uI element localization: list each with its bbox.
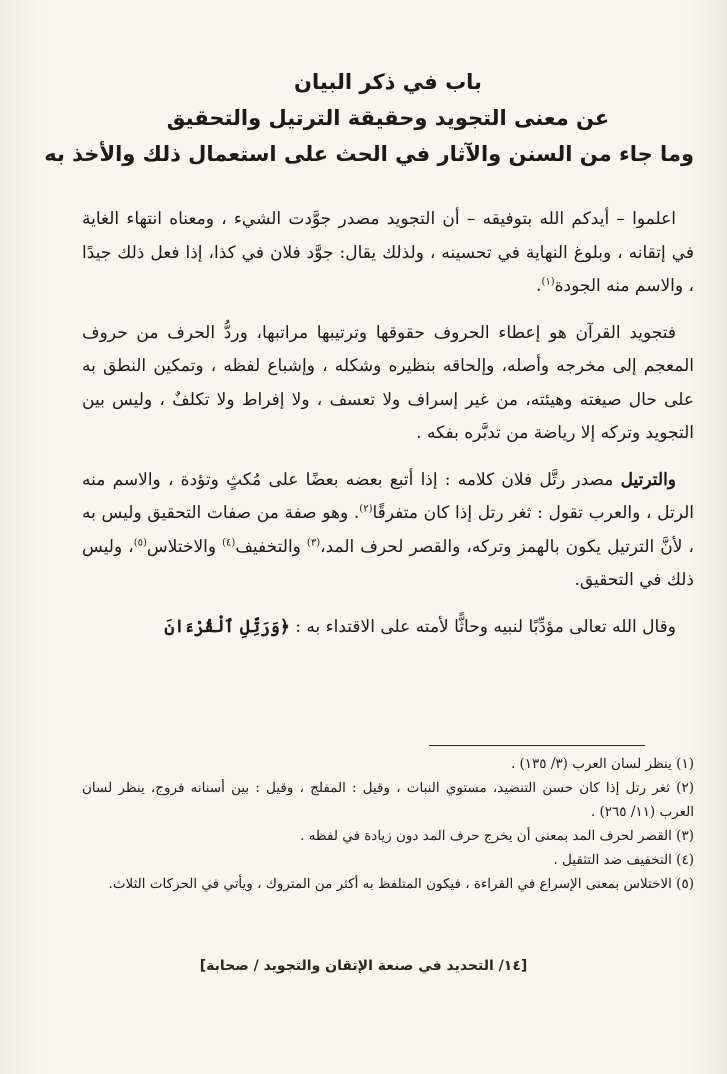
footnote-2: (٢) ثغر رتل إذا كان حسن التنضيد، مستوي النبات ، وقيل : المفلج ، وقيل : بين أسنانه فروج، ينظر لسان العرب (١١/ ٢٦٥) . — [82, 780, 694, 820]
paragraph-text: والتخفيف — [235, 536, 307, 557]
paragraph-tajweed-quran: فتجويد القرآن هو إعطاء الحروف حقوقها وترتيبها مراتبها، وردُّ الحرف من حروف المعجم إلى مخرجه وأصله، وإلحاقه بنظيره وشكله ، وإشباع لفظه ، وتمكين النطق به على حال صيغته وهيئته، من غير إسراف ولا تعسف ، ولا إفراط ولا تكلفٌ ، وليس بين التجويد وتركه إلا رياضة من تدبَّره بفكه . — [82, 322, 694, 443]
footnote-divider — [429, 745, 645, 746]
paragraph-text: . وهو صفة من صفات التحقيق وليس به ، لأنَّ الترتيل يكون بالهمز وتركه، والقصر لحرف المد، — [82, 503, 694, 557]
footnote-ref: (٥) — [133, 536, 147, 548]
paragraph-text: مصدر رتَّل فلان كلامه : إذا أتبع بعضه بعضًا على مُكثٍ وتؤدة ، والاسم منه الرتل ، والعرب تقول : ثغر رتل إذا كان متفرقًا — [82, 469, 694, 523]
paragraph-text: وقال الله تعالى مؤدِّبًا لنبيه وحاثًّا لأمته على الاقتداء به : — [295, 616, 676, 637]
heading-line-1: باب في ذكر البيان — [294, 70, 482, 94]
footnote-5: (٥) الاختلاس بمعنى الإسراع في القراءة ، فيكون المتلفظ به أكثر من المتروك ، ويأتي في الحركات الثلاث. — [108, 876, 694, 892]
page-footer: [١٤/ التحديد في صنعة الإتقان والتجويد / صحابة] — [199, 958, 528, 974]
paragraph-text: ، وليس ذلك في التحقيق. — [82, 536, 694, 590]
footnote-4: (٤) التخفيف ضد التثقيل . — [553, 852, 694, 868]
paragraph-tajweed-definition — [82, 203, 694, 304]
footnote-ref: (١) — [541, 276, 555, 288]
footnote-ref: (٢) — [359, 503, 373, 515]
heading-line-2: عن معنى التجويد وحقيقة الترتيل والتحقيق — [166, 106, 610, 130]
quran-quote: ﴿وَرَتِّلِ ٱلْقُرْءَانَ — [164, 616, 290, 637]
paragraph-text: والاختلاس — [146, 536, 223, 557]
paragraph-tarteel — [82, 464, 694, 598]
paragraph-quran-verse — [82, 611, 694, 645]
paragraph-end: . — [536, 276, 542, 296]
footnote-3: (٣) القصر لحرف المد بمعنى أن يخرج حرف المد دون زيادة في لفظه . — [300, 828, 694, 844]
footnotes — [82, 752, 694, 896]
footnote-ref: (٣) — [306, 536, 321, 548]
tarteel-term: والترتيل — [620, 469, 676, 490]
footnote-ref: (٤) — [222, 536, 236, 548]
paragraph-text: اعلموا – أيدكم الله بتوفيقه – أن التجويد مصدر جوَّدت الشيء ، ومعناه انتهاء الغاية في إتقانه ، وبلوغ النهاية في تحسينه ، ولذلك يقال: جوَّد فلان في كذا، إذا فعل ذلك جيدًا ، والاسم منه الجودة — [82, 209, 694, 296]
chapter-heading — [44, 64, 694, 172]
main-text — [82, 203, 694, 657]
footnote-1: (١) ينظر لسان العرب (٣/ ١٣٥) . — [510, 756, 694, 772]
heading-line-3: وما جاء من السنن والآثار في الحث على استعمال ذلك والأخذ به — [44, 142, 694, 166]
